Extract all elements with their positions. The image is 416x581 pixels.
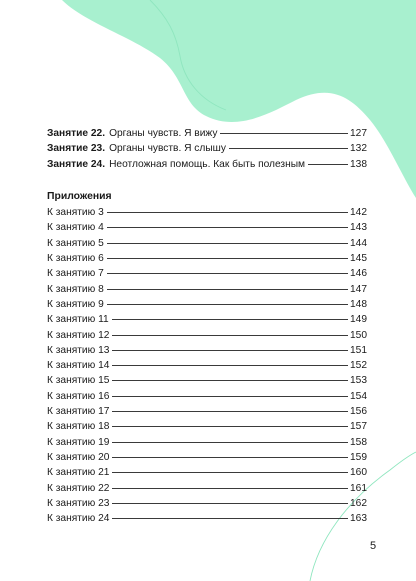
- appendix-label: К занятию 24: [47, 513, 110, 525]
- toc-appendix-row[interactable]: [47, 251, 367, 266]
- page-ref: 153: [350, 375, 367, 387]
- leader-line: [112, 365, 348, 366]
- appendix-label: К занятию 5: [47, 237, 104, 249]
- lesson-title: Органы чувств. Я слышу: [109, 143, 226, 155]
- toc-appendix-row[interactable]: [47, 511, 367, 526]
- page-ref: 138: [350, 158, 367, 170]
- page-ref: 160: [350, 467, 367, 479]
- leader-line: [107, 258, 348, 259]
- lesson-label: Занятие 24.: [47, 158, 106, 170]
- appendix-label: К занятию 9: [47, 298, 104, 310]
- page-number: 5: [370, 540, 377, 552]
- appendix-label: К занятию 14: [47, 360, 110, 372]
- leader-line: [112, 350, 348, 351]
- leader-line: [107, 304, 348, 305]
- appendix-label: К занятию 6: [47, 253, 104, 265]
- toc-appendix-row[interactable]: [47, 496, 367, 511]
- leader-line: [107, 273, 348, 274]
- page-ref: 147: [350, 283, 367, 295]
- toc-appendix-row[interactable]: [47, 450, 367, 465]
- lesson-entries: [47, 126, 367, 172]
- toc-appendix-row[interactable]: [47, 266, 367, 281]
- page-ref: 152: [350, 360, 367, 372]
- leader-line: [112, 396, 348, 397]
- toc-appendix-row[interactable]: [47, 312, 367, 327]
- leader-line: [112, 380, 348, 381]
- toc-appendix-row[interactable]: [47, 282, 367, 297]
- page-ref: 154: [350, 390, 367, 402]
- page-ref: 161: [350, 482, 367, 494]
- toc-lesson-row[interactable]: [47, 141, 367, 156]
- page-ref: 143: [350, 222, 367, 234]
- page-ref: 157: [350, 421, 367, 433]
- leader-line: [112, 488, 348, 489]
- page-ref: 156: [350, 406, 367, 418]
- toc-appendix-row[interactable]: [47, 404, 367, 419]
- toc-appendix-row[interactable]: [47, 220, 367, 235]
- appendix-label: К занятию 7: [47, 268, 104, 280]
- lesson-label: Занятие 23.: [47, 143, 106, 155]
- page-ref: 142: [350, 207, 367, 219]
- leader-line: [112, 472, 348, 473]
- appendix-label: К занятию 22: [47, 482, 110, 494]
- lesson-label: Занятие 22.: [47, 128, 106, 139]
- toc-lesson-row[interactable]: [47, 157, 367, 172]
- leader-line: [107, 212, 348, 213]
- toc-appendix-row[interactable]: [47, 205, 367, 220]
- appendix-label: К занятию 20: [47, 451, 110, 463]
- appendix-label: К занятию 23: [47, 497, 110, 509]
- page-ref: 148: [350, 298, 367, 310]
- leader-line: [107, 243, 348, 244]
- leader-line: [112, 335, 348, 336]
- leader-line: [112, 442, 348, 443]
- toc-appendix-row[interactable]: [47, 419, 367, 434]
- page-ref: 144: [350, 237, 367, 249]
- page-ref: 132: [350, 143, 367, 155]
- leader-line: [220, 133, 348, 134]
- toc-appendix-row[interactable]: [47, 373, 367, 388]
- lesson-title: Органы чувств. Я вижу: [109, 128, 218, 139]
- toc-appendix-row[interactable]: [47, 328, 367, 343]
- lesson-title: Неотложная помощь. Как быть полезным: [109, 158, 306, 170]
- page-ref: 150: [350, 329, 367, 341]
- appendix-label: К занятию 13: [47, 344, 110, 356]
- appendix-label: К занятию 16: [47, 390, 110, 402]
- leader-line: [112, 411, 348, 412]
- page-ref: 163: [350, 513, 367, 525]
- leader-line: [112, 319, 348, 320]
- appendix-label: К занятию 4: [47, 222, 104, 234]
- toc-lesson-row[interactable]: [47, 126, 367, 141]
- table-of-contents: [47, 126, 367, 526]
- appendix-label: К занятию 17: [47, 406, 110, 418]
- appendix-label: К занятию 8: [47, 283, 104, 295]
- toc-appendix-row[interactable]: [47, 389, 367, 404]
- leader-line: [107, 289, 348, 290]
- toc-appendix-row[interactable]: [47, 435, 367, 450]
- appendix-label: К занятию 15: [47, 375, 110, 387]
- toc-appendix-row[interactable]: [47, 343, 367, 358]
- leader-line: [112, 503, 348, 504]
- page-ref: 158: [350, 436, 367, 448]
- page-ref: 159: [350, 451, 367, 463]
- leader-line: [112, 518, 348, 519]
- appendix-label: К занятию 19: [47, 436, 110, 448]
- appendix-label: К занятию 11: [47, 314, 109, 326]
- toc-appendix-row[interactable]: [47, 465, 367, 480]
- toc-appendix-row[interactable]: [47, 236, 367, 251]
- leader-line: [107, 227, 348, 228]
- appendix-label: К занятию 18: [47, 421, 110, 433]
- toc-appendix-row[interactable]: [47, 481, 367, 496]
- appendix-entries: [47, 205, 367, 526]
- page-ref: 151: [350, 344, 367, 356]
- leader-line: [112, 426, 348, 427]
- appendix-heading: Приложения: [47, 191, 112, 203]
- leader-line: [112, 457, 348, 458]
- appendix-label: К занятию 21: [47, 467, 110, 479]
- page-ref: 146: [350, 268, 367, 280]
- appendix-label: К занятию 3: [47, 207, 104, 219]
- leader-line: [308, 164, 348, 165]
- page-ref: 149: [350, 314, 367, 326]
- leader-line: [229, 148, 348, 149]
- toc-appendix-row[interactable]: [47, 358, 367, 373]
- page-ref: 145: [350, 253, 367, 265]
- page-ref: 162: [350, 497, 367, 509]
- page-ref: 127: [350, 128, 367, 139]
- toc-appendix-row[interactable]: [47, 297, 367, 312]
- appendix-label: К занятию 12: [47, 329, 110, 341]
